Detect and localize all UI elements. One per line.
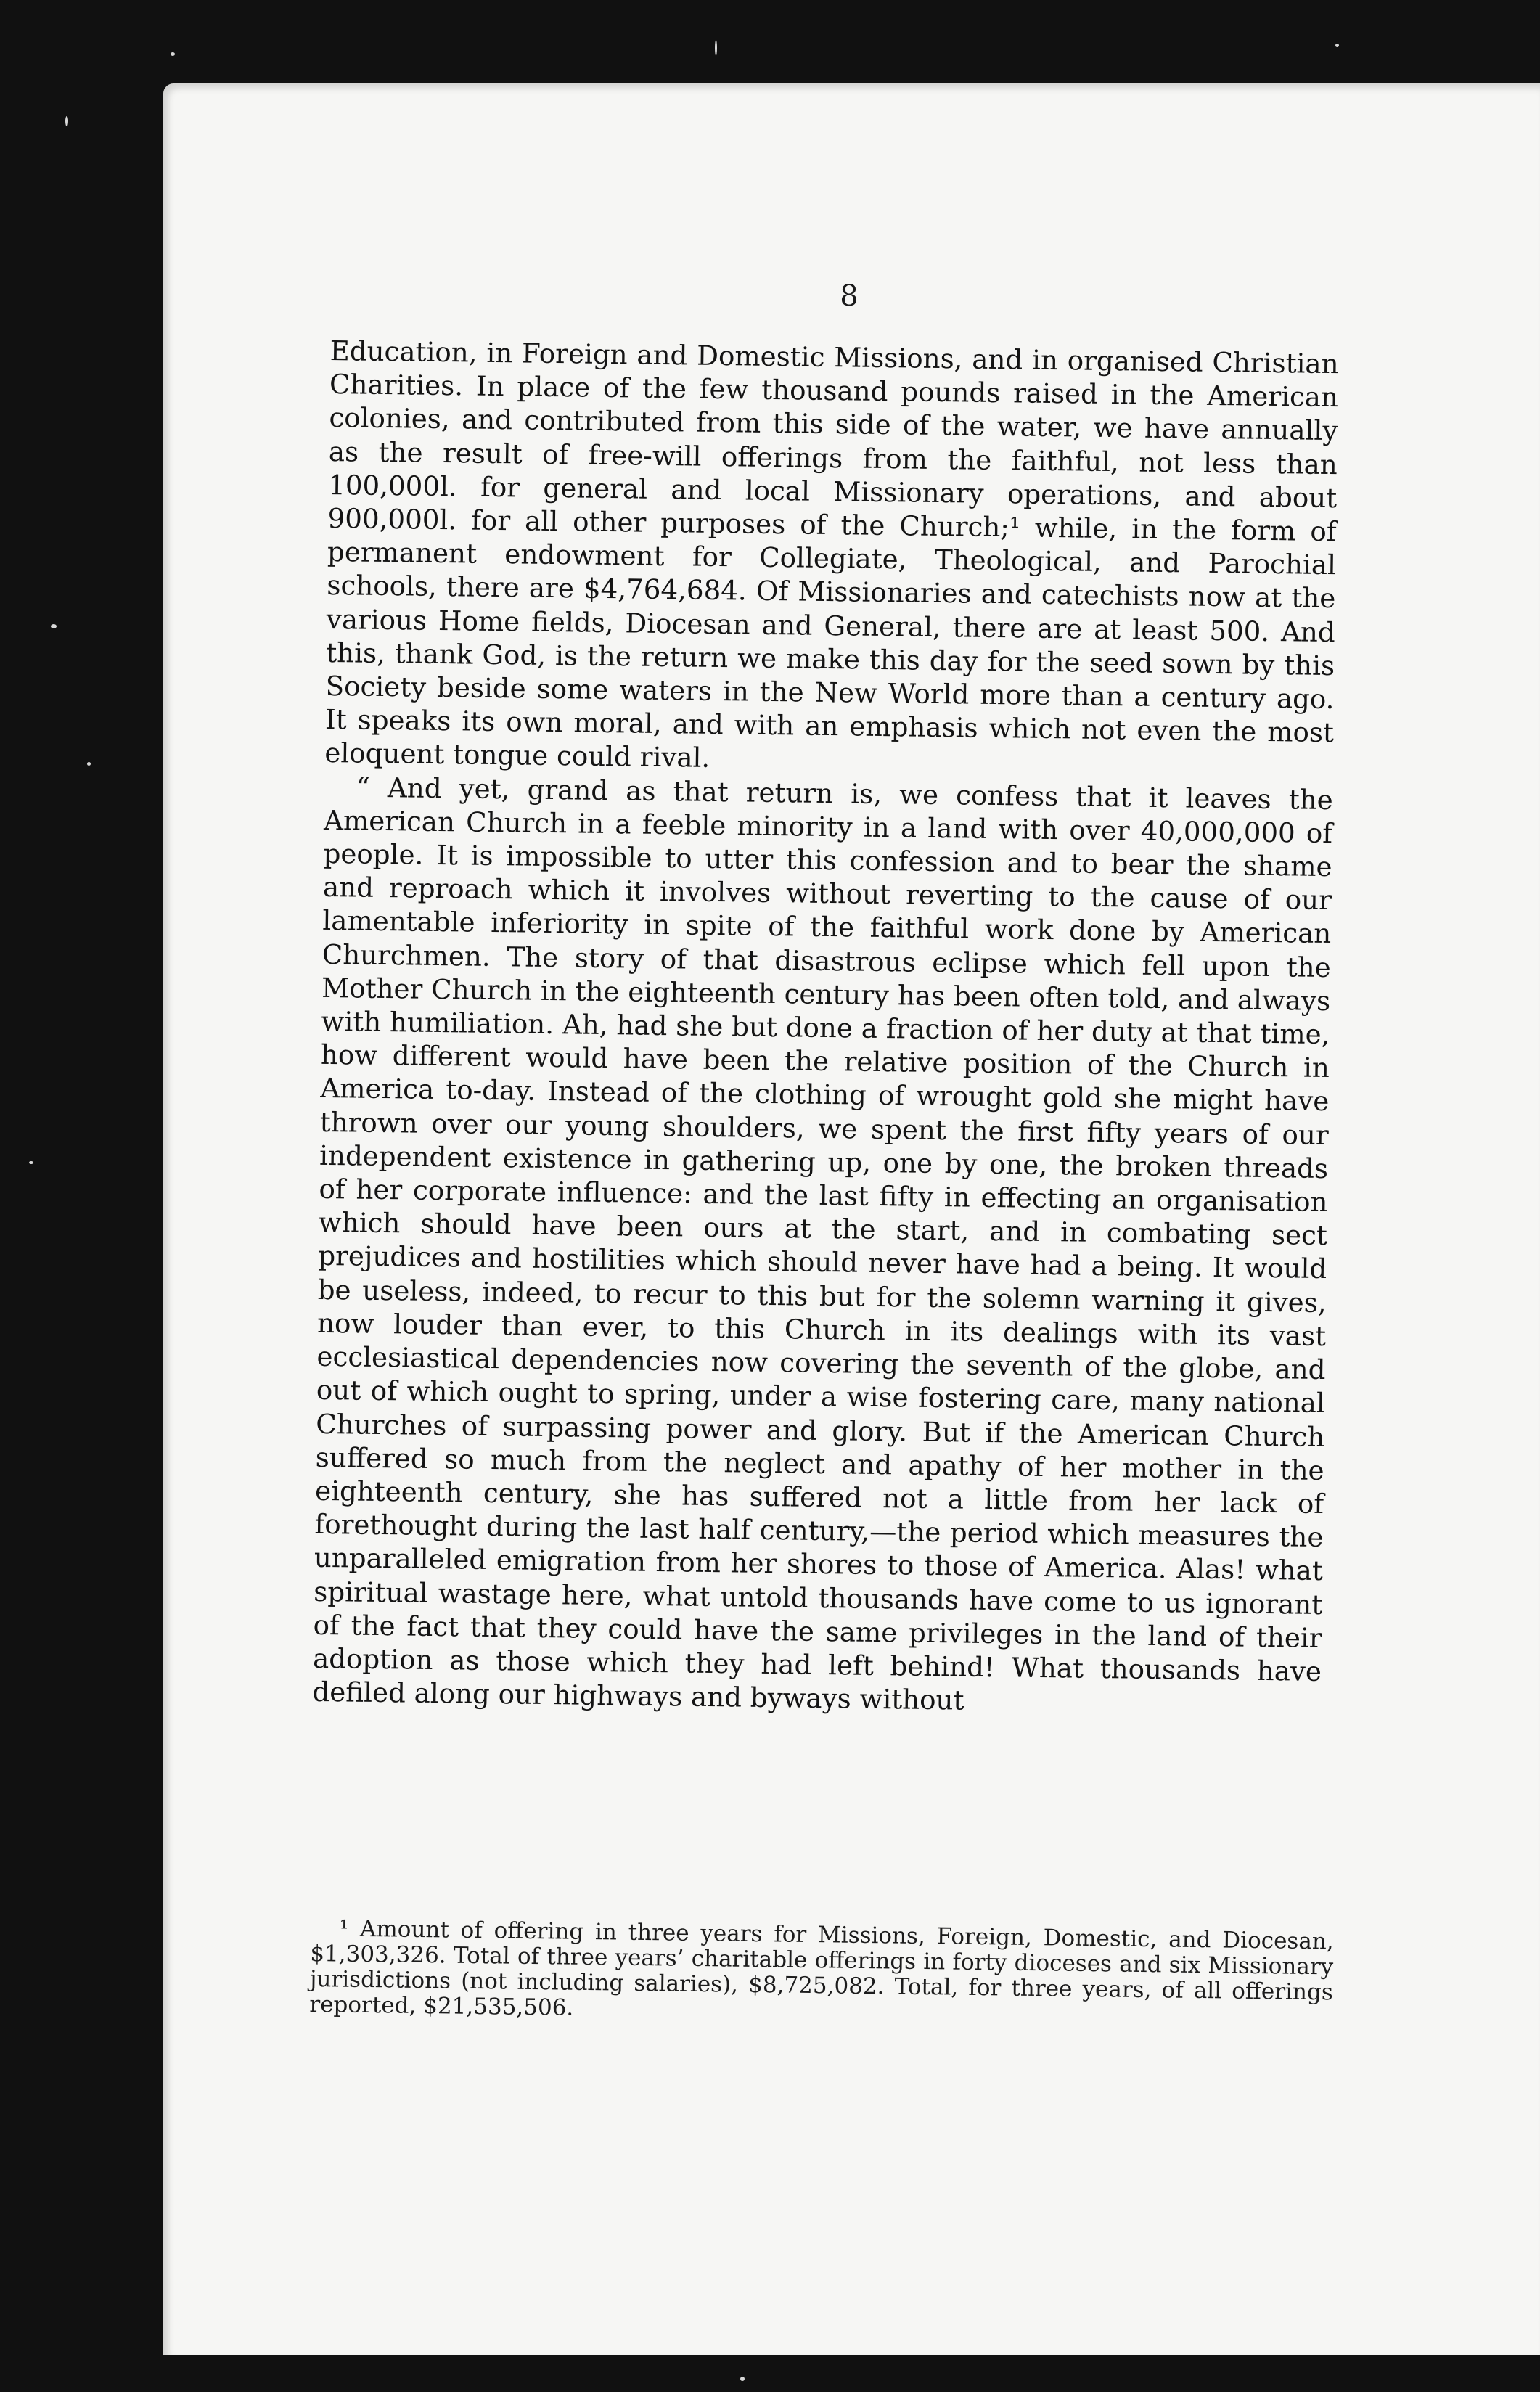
body-paragraph: “ And yet, grand as that return is, we confess that it leaves the American Church in a feeble minority in a land with over 40,000,000 of people. It is impossible to utter this confession and to bear the shame and reproach which it involves without reverting to the cause of our lamentable inferiority in spite of the faithful work done by American Churchmen. The story of that disastrous eclipse which fell upon the Mother Church in the eighteenth century has been often told, and always with humiliation. Ah, had she but done a fraction of her duty at that time, how different would have been the relative position of the Church in America to-day. Instead of the clothing of wrought gold she might have thrown over our young shoulders, we spent the first fifty years of our independent existence in gathering up, one by one, the broken threads of her corporate influence: and the last fifty in effecting an organisation which should have been ours at the start, and in combating sect prejudices and hostilities which should never have had a being. It would be useless, indeed, to recur to this but for the solemn warning it gives, now louder than ever, to this Church in its dealings with its vast ecclesiastical dependencies now covering the seventh of the globe, and out of which ought to spring, under a wise fostering care, many national Churches of surpassing power and glory. But if the American Church suffered so much from the neglect and apathy of her mother in the eighteenth century, she has suffered not a little from her lack of forethought during the last half century,—the period which measures the unparalleled emigration from her shores to those of America. Alas! what spiritual wastage here, what untold thousands have come to us ignorant of the fact that they could have the same privileges in the land of their adoption as those which they had left behind! What thousands have defiled along our highways and byways without bbox=[312, 771, 1334, 1716]
footnotes bbox=[309, 1916, 1334, 2031]
body-paragraph: Education, in Foreign and Domestic Missions, and in organised Christian Charities. In place of the few thousand pounds raised in the American colonies, and contributed from this side of the water, we have annually as the result of free-will offerings from the faithful, not less than 100,000l. for general and local Missionary operations, and about 900,000l. for all other purposes of the Church;¹ while, in the form of permanent endowment for Collegiate, Theological, and Parochial schools, there are $4,764,684. Of Missionaries and catechists now at the various Home fields, Diocesan and General, there are at least 500. And this, thank God, is the return we make this day for the seed sown by this Society beside some waters in the New World more than a century ago. It speaks its own moral, and with an emphasis which not even the most eloquent tongue could rival. bbox=[324, 334, 1339, 774]
body-text bbox=[312, 334, 1339, 1721]
footnote: ¹ Amount of offering in three years for Missions, Foreign, Domestic, and Diocesan, $1,303,326. Total of three years’ charitable offerings in forty dioceses and six Missionary jurisdictions (not including salaries), $8,725,082. Total, for three years, of all offerings reported, $21,535,506. bbox=[309, 1915, 1334, 2021]
page-number: 8 bbox=[840, 279, 859, 313]
